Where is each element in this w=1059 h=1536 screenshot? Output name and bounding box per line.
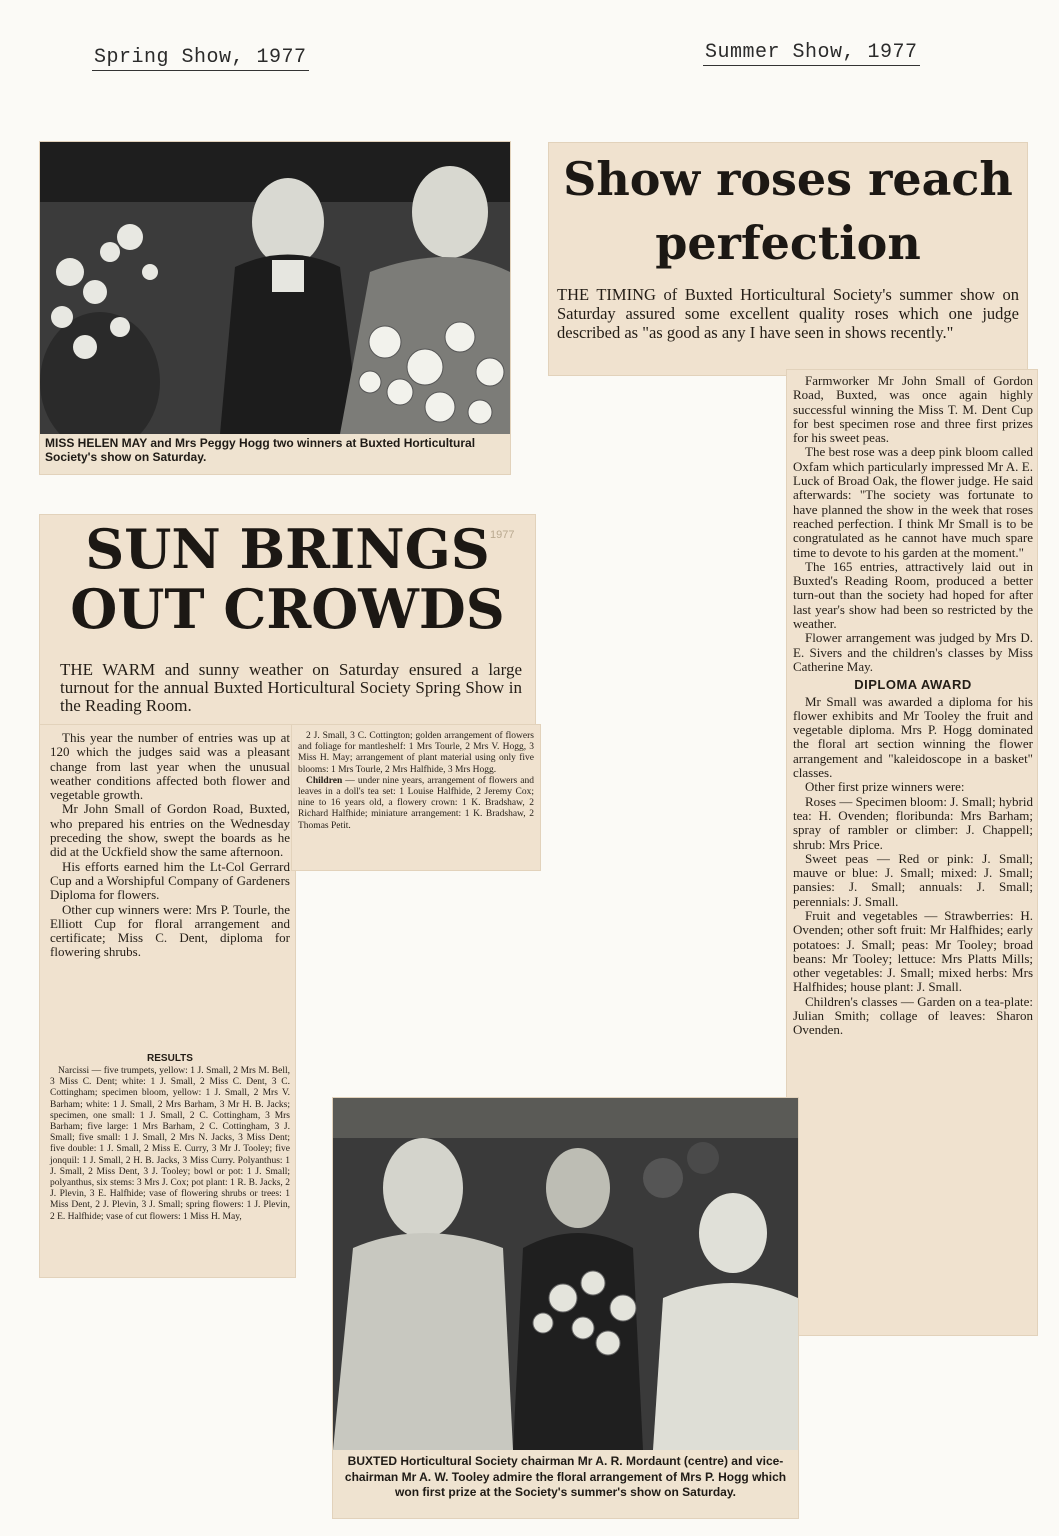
children-results bbox=[298, 776, 534, 832]
summer-paragraph: Roses — Specimen bloom: J. Small; hybrid tea: H. Ovenden; floribunda: Mrs Barham; spray of rambler or climber: J. Chappell; shrub: Mrs Price. bbox=[793, 793, 1033, 852]
summer-paragraph: Fruit and vegetables — Strawberries: H. Ovenden; other soft fruit: Mr Halfhides; early potatoes: J. Small; peas: Mr Tooley; broad beans: Mr Tooley; lettuce: Mrs Platts Mills; other vegetables: J. Small; mixed herbs: Mrs Halfhides; house plant: J. Small. bbox=[793, 907, 1033, 995]
top-photo-clipping bbox=[40, 142, 510, 474]
top-photo bbox=[40, 142, 510, 434]
women-with-flowers-illustration bbox=[40, 142, 510, 434]
results-heading: RESULTS bbox=[147, 1053, 193, 1064]
summer-paragraph: Flower arrangement was judged by Mrs D. E. Sivers and the children's classes by Miss Catherine May. bbox=[793, 630, 1033, 674]
spring-results bbox=[50, 1049, 290, 1223]
top-photo-caption: MISS HELEN MAY and Mrs Peggy Hogg two winners at Buxted Horticultural Society's show on Saturday. bbox=[40, 434, 510, 474]
results-paragraph: Narcissi — five trumpets, yellow: 1 J. Small, 2 Mrs M. Bell, 3 Miss C. Dent; white: 1 J. Small, 2 Miss C. Dent, 3 C. Cottingham; specimen bloom, yellow: 1 J. Small, 2 Mrs V. Barham; white: 1 J. Small, 2 Mrs Barham, 3 Mr H. B. Jacks; specimen, one small: 1 J. Small, 2 C. Cottingham, 3 Mrs Barham; five large: 1 Mrs Barham, 2 C. Cottingham, 3 J. Small; five small: 1 J. Small, 2 Mrs N. Jacks, 3 Miss Dent; five double: 1 J. Small, 2 Miss E. Curry, 3 Mr J. Tooley; five jonquil: 1 J. Small, 2 H. B. Jacks, 3 Miss Curry. Polyanthus: 1 J. Small, 2 Miss Dent, 3 J. Tooley; bowl or pot: 1 J. Small; polyanthus, six stems: 3 Mrs J. Cox; pot plant: 1 R. B. Jacks, 2 J. Plevin, 3 E. Halfhide; vase of flowering shrubs or trees: 1 Miss Dent, 2 J. Plevin, 3 J. Small; spring flowers: 1 J. Plevin, 2 E. Halfhide; vase of cut flowers: 1 Miss H. May, bbox=[50, 1066, 290, 1222]
bottom-photo-clipping bbox=[333, 1098, 798, 1518]
results-cont-paragraph: 2 J. Small, 3 C. Cottington; golden arrangement of flowers and foliage for mantleshelf: 1 Mrs Tourle, 2 Mrs V. Hogg, 3 Miss H. May; arrangement of plant material using only five blooms: 1 Mrs Tourle, 2 Mrs Halfhide, 3 Mrs Hogg. bbox=[298, 731, 534, 775]
summer-paragraph: The best rose was a deep pink bloom called Oxfam which particularly impressed Mr A. E. Luck of Broad Oak, the flower judge. He said afterwards: "The society was fortunate to have planned the show in the week that roses reached perfection. I think Mr Small is to be congratulated as he cannot have much spare time to devote to his garden at the moment." bbox=[793, 444, 1033, 560]
summer-article-column bbox=[787, 370, 1037, 1335]
spring-show-label: Spring Show, 1977 bbox=[94, 46, 307, 69]
children-text: — under nine years, arrangement of flowers and leaves in a doll's tea set: 1 Louise Halfhide, 2 Jeremy Cox; nine to 16 years old, a flowery crown: 1 K. Bradshaw, 2 Richard Halfhide; miniature arrangement: 1 K. Bradshaw, 2 Thomas Petit. bbox=[298, 775, 534, 831]
summer-paragraph: The 165 entries, attractively laid out in Buxted's Reading Room, produced a better turn-out than the society had hoped for after last year's show had been so restricted by the weather. bbox=[793, 558, 1033, 632]
spring-paragraph: His efforts earned him the Lt-Col Gerrard Cup and a Worshipful Company of Gardeners Diploma for flowers. bbox=[50, 858, 290, 903]
summer-article-top bbox=[549, 143, 1027, 375]
society-officers-illustration bbox=[333, 1098, 798, 1450]
results-cont-text bbox=[298, 731, 534, 832]
summer-body bbox=[793, 374, 1033, 1038]
summer-paragraph: Farmworker Mr John Small of Gordon Road, Buxted, was once again highly successful winning the Miss T. M. Dent Cup for best specimen rose and three first prizes for his sweet peas. bbox=[793, 373, 1033, 446]
summer-show-label: Summer Show, 1977 bbox=[705, 41, 918, 64]
spring-headline-line2: OUT CROWDS bbox=[70, 577, 505, 641]
summer-headline-line1: Show roses reach bbox=[563, 152, 1013, 206]
diploma-award-subhead: DIPLOMA AWARD bbox=[854, 677, 972, 693]
summer-paragraph: Other first prize winners were: bbox=[805, 779, 965, 795]
bottom-photo bbox=[333, 1098, 798, 1450]
summer-headline bbox=[549, 147, 1027, 275]
bottom-photo-caption: BUXTED Horticultural Society chairman Mr A. R. Mordaunt (centre) and vice-chairman Mr A. W. Tooley admire the floral arrangement of Mrs P. Hogg which won first prize at the Society's summer's show on Saturday. bbox=[333, 1450, 798, 1518]
pencil-note: 1977 bbox=[490, 529, 515, 541]
spring-paragraph: Mr John Small of Gordon Road, Buxted, who prepared his entries on the Wednesday preceding the show, swept the boards as he did at the Uckfield show the same afternoon. bbox=[50, 801, 290, 860]
results-text bbox=[50, 1066, 290, 1223]
spring-body bbox=[50, 731, 290, 960]
summer-paragraph: Sweet peas — Red or pink: J. Small; mauve or blue: J. Small; mixed: J. Small; pansies: J. Small; annuals: J. Small; perennials: J. Small. bbox=[793, 850, 1033, 909]
summer-headline-line2: perfection bbox=[655, 216, 921, 270]
summer-paragraph: Mr Small was awarded a diploma for his flower exhibits and Mr Tooley the fruit and vegetable diploma. Mrs P. Hogg dominated the floral art section winning the flower arrangement and "kaleidoscope in a basket" classes. bbox=[793, 693, 1033, 781]
summer-paragraph: Children's classes — Garden on a tea-plate: Julian Smith; collage of leaves: Sharon Ovenden. bbox=[793, 993, 1033, 1038]
spring-paragraph: This year the number of entries was up at 120 which the judges said was a pleasant change from last year when the unusual weather conditions affected both flower and vegetable growth. bbox=[50, 730, 290, 803]
summer-lede: THE TIMING of Buxted Horticultural Society's summer show on Saturday assured some excellent quality roses which one judge described as "as good as any I have seen in shows recently." bbox=[557, 285, 1019, 342]
spring-results-continued bbox=[292, 725, 540, 870]
spring-paragraph: Other cup winners were: Mrs P. Tourle, the Elliott Cup for floral arrangement and certificate; Miss C. Dent, diploma for flowering shrubs. bbox=[50, 901, 290, 960]
spring-headline bbox=[40, 519, 535, 639]
spring-headline-line1: SUN BRINGS bbox=[85, 517, 490, 581]
spring-article-column bbox=[40, 725, 295, 1277]
spring-article-top bbox=[40, 515, 535, 725]
children-label: Children bbox=[306, 775, 343, 786]
spring-lede: THE WARM and sunny weather on Saturday ensured a large turnout for the annual Buxted Horticultural Society Spring Show in the Reading Room. bbox=[60, 660, 522, 715]
